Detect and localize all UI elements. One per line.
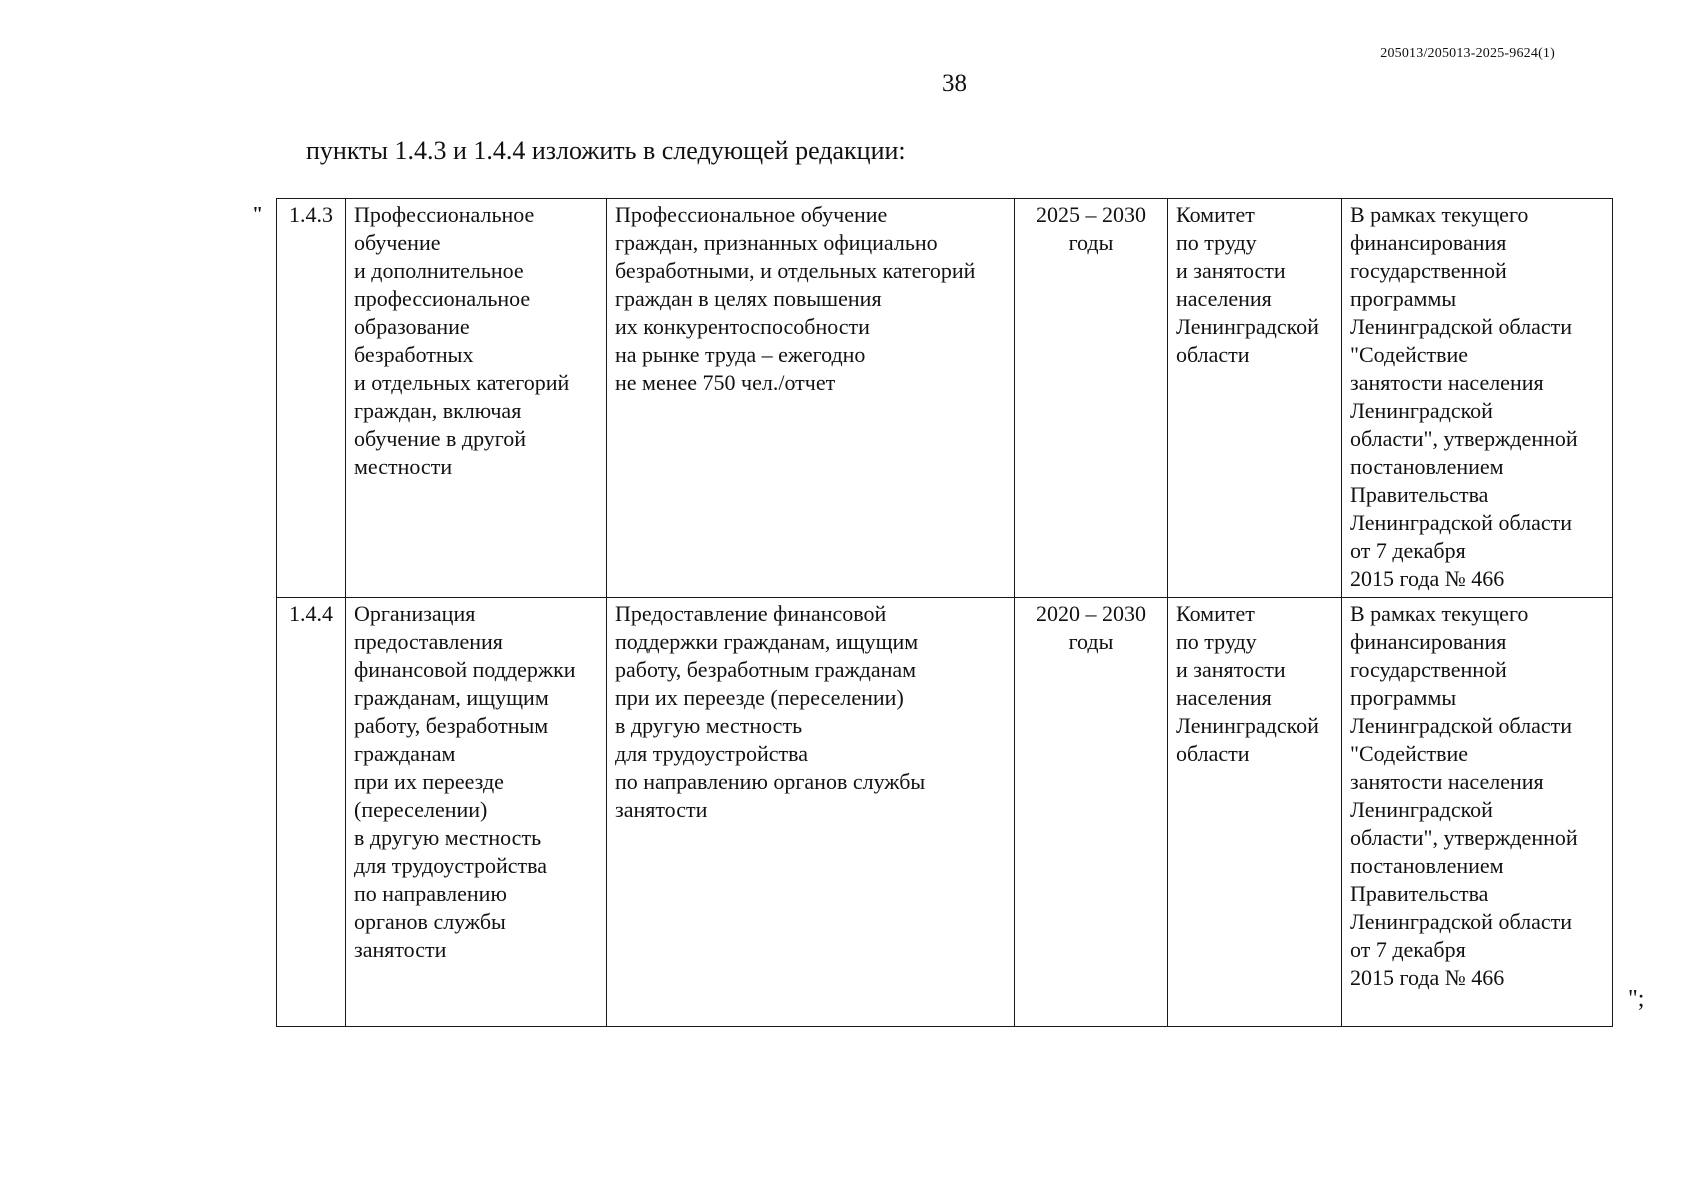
- cell-line: финансирования: [1350, 230, 1507, 255]
- cell-line: обучение: [354, 230, 441, 255]
- cell-line: Ленинградской области: [1350, 314, 1572, 339]
- cell-line: Ленинградской: [1176, 713, 1319, 738]
- cell-line: на рынке труда – ежегодно: [615, 342, 866, 367]
- cell-line: в другую местность: [615, 713, 803, 738]
- cell-line: Ленинградской области: [1350, 510, 1572, 535]
- cell-line: В рамках текущего: [1350, 601, 1529, 626]
- cell-line: занятости населения: [1350, 370, 1544, 395]
- cell-line: от 7 декабря: [1350, 538, 1466, 563]
- cell-line: Предоставление финансовой: [615, 601, 887, 626]
- cell-line: не менее 750 чел./отчет: [615, 370, 836, 395]
- cell-line: Профессиональное: [354, 202, 535, 227]
- cell-line: населения: [1176, 286, 1272, 311]
- closing-quote: ";: [1628, 986, 1645, 1012]
- cell-line: работу, безработным гражданам: [615, 657, 917, 682]
- cell-line: по направлению органов службы: [615, 769, 926, 794]
- cell-line: Комитет: [1176, 601, 1255, 626]
- item-description: [607, 598, 1015, 1027]
- cell-line: работу, безработным: [354, 713, 549, 738]
- cell-line: органов службы: [354, 909, 506, 934]
- page-number: 38: [942, 70, 967, 97]
- cell-line: гражданам, ищущим: [354, 685, 549, 710]
- cell-line: граждан, признанных официально: [615, 230, 938, 255]
- item-number: 1.4.4: [277, 598, 346, 1027]
- cell-line: безработными, и отдельных категорий: [615, 258, 976, 283]
- cell-line: в другую местность: [354, 825, 542, 850]
- cell-line: гражданам: [354, 741, 456, 766]
- cell-line: граждан, включая: [354, 398, 522, 423]
- cell-line: занятости: [354, 937, 447, 962]
- cell-line: и занятости: [1176, 657, 1286, 682]
- cell-line: годы: [1068, 230, 1114, 255]
- cell-line: области", утвержденной: [1350, 825, 1578, 850]
- item-number: 1.4.3: [277, 199, 346, 598]
- cell-line: при их переезде (переселении): [615, 685, 904, 710]
- item-executor: [1168, 598, 1342, 1027]
- cell-line: постановлением: [1350, 853, 1504, 878]
- cell-line: области: [1176, 342, 1250, 367]
- item-executor: [1168, 199, 1342, 598]
- cell-line: занятости: [615, 797, 708, 822]
- cell-line: местности: [354, 454, 453, 479]
- item-financing: [1342, 199, 1613, 598]
- cell-line: населения: [1176, 685, 1272, 710]
- cell-line: государственной: [1350, 258, 1507, 283]
- item-title: [346, 199, 607, 598]
- cell-line: Правительства: [1350, 482, 1489, 507]
- document-id: 205013/205013-2025-9624(1): [1380, 46, 1555, 61]
- opening-quote: ": [252, 203, 264, 225]
- item-period: [1015, 598, 1168, 1027]
- cell-line: "Содействие: [1350, 342, 1469, 367]
- cell-line: области: [1176, 741, 1250, 766]
- cell-line: Ленинградской: [1176, 314, 1319, 339]
- cell-line: обучение в другой: [354, 426, 527, 451]
- cell-line: В рамках текущего: [1350, 202, 1529, 227]
- cell-line: их конкурентоспособности: [615, 314, 870, 339]
- cell-line: 2015 года № 466: [1350, 965, 1505, 990]
- cell-line: Ленинградской: [1350, 797, 1493, 822]
- cell-line: Комитет: [1176, 202, 1255, 227]
- item-title: [346, 598, 607, 1027]
- measures-table: [276, 198, 1613, 1027]
- cell-line: программы: [1350, 685, 1457, 710]
- cell-line: по труду: [1176, 230, 1257, 255]
- cell-line: финансирования: [1350, 629, 1507, 654]
- cell-line: Профессиональное обучение: [615, 202, 888, 227]
- cell-line: области", утвержденной: [1350, 426, 1578, 451]
- cell-line: (переселении): [354, 797, 488, 822]
- cell-line: и занятости: [1176, 258, 1286, 283]
- cell-line: 2025 – 2030: [1036, 202, 1146, 227]
- cell-line: образование: [354, 314, 470, 339]
- cell-line: 2015 года № 466: [1350, 566, 1505, 591]
- cell-line: Организация: [354, 601, 476, 626]
- cell-line: для трудоустройства: [615, 741, 809, 766]
- cell-line: поддержки гражданам, ищущим: [615, 629, 919, 654]
- cell-line: постановлением: [1350, 454, 1504, 479]
- cell-line: по труду: [1176, 629, 1257, 654]
- cell-line: от 7 декабря: [1350, 937, 1466, 962]
- cell-line: при их переезде: [354, 769, 504, 794]
- cell-line: 2020 – 2030: [1036, 601, 1146, 626]
- item-financing: [1342, 598, 1613, 1027]
- cell-line: предоставления: [354, 629, 503, 654]
- item-description: [607, 199, 1015, 598]
- cell-line: профессиональное: [354, 286, 531, 311]
- cell-line: и дополнительное: [354, 258, 524, 283]
- cell-line: занятости населения: [1350, 769, 1544, 794]
- cell-line: по направлению: [354, 881, 507, 906]
- cell-line: граждан в целях повышения: [615, 286, 882, 311]
- cell-line: Ленинградской: [1350, 398, 1493, 423]
- cell-line: государственной: [1350, 657, 1507, 682]
- cell-line: годы: [1068, 629, 1114, 654]
- table-row: [277, 598, 1613, 1027]
- cell-line: Правительства: [1350, 881, 1489, 906]
- cell-line: программы: [1350, 286, 1457, 311]
- cell-line: Ленинградской области: [1350, 909, 1572, 934]
- cell-line: и отдельных категорий: [354, 370, 570, 395]
- table-row: [277, 199, 1613, 598]
- cell-line: для трудоустройства: [354, 853, 548, 878]
- cell-line: финансовой поддержки: [354, 657, 576, 682]
- intro-text: пункты 1.4.3 и 1.4.4 изложить в следующей редакции:: [306, 136, 906, 165]
- cell-line: безработных: [354, 342, 474, 367]
- cell-line: "Содействие: [1350, 741, 1469, 766]
- cell-line: Ленинградской области: [1350, 713, 1572, 738]
- item-period: [1015, 199, 1168, 598]
